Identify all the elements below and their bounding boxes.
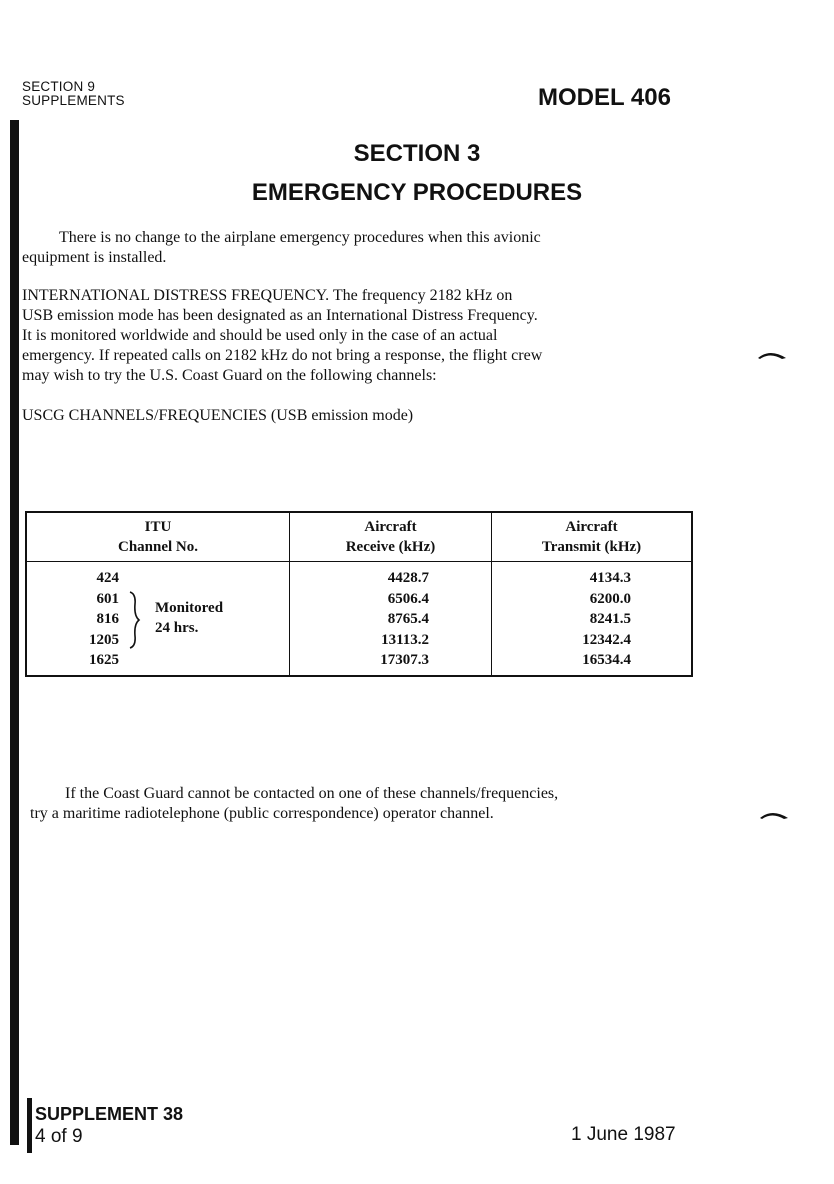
monitored-line: 24 hrs. <box>155 620 199 636</box>
uscg-heading: USCG CHANNELS/FREQUENCIES (USB emission mode) <box>22 407 414 424</box>
transmit-frequency: 4134.3 <box>589 570 631 586</box>
channel-cell <box>26 562 290 676</box>
page-title-section: SECTION 3 <box>353 140 481 167</box>
table-header-row <box>26 512 692 562</box>
section-name: SUPPLEMENTS <box>22 93 125 108</box>
closing-line: try a maritime radiotelephone (public correspondence) operator channel. <box>30 805 494 822</box>
column-header-itu <box>26 512 290 562</box>
transmit-cell <box>492 562 693 676</box>
receive-frequency: 6506.4 <box>387 590 429 607</box>
header-line: Transmit (kHz) <box>541 539 642 555</box>
distress-paragraph <box>22 286 712 386</box>
transmit-frequency: 16534.4 <box>582 652 631 668</box>
closing-paragraph <box>30 784 720 824</box>
section-label <box>22 80 125 108</box>
monitored-note <box>155 598 223 638</box>
section-number: SECTION 9 <box>22 79 96 94</box>
distress-line: It is monitored worldwide and should be used only in the case of an actual <box>22 327 498 344</box>
distress-line: INTERNATIONAL DISTRESS FREQUENCY. The frequency 2182 kHz on <box>22 287 513 304</box>
column-header-receive <box>290 512 492 562</box>
header-line: Aircraft <box>364 519 417 535</box>
transmit-frequency: 6200.0 <box>589 590 631 607</box>
channel-number: 1625 <box>89 652 119 668</box>
receive-frequency: 17307.3 <box>380 652 429 668</box>
revision-date: 1 June 1987 <box>571 1124 676 1145</box>
header-line: Receive (kHz) <box>345 539 436 555</box>
channel-number: 424 <box>96 570 119 586</box>
receive-frequency: 8765.4 <box>387 611 429 627</box>
intro-paragraph <box>22 228 702 268</box>
receive-cell <box>290 562 492 676</box>
channel-number: 601 <box>96 590 119 607</box>
transmit-frequency: 8241.5 <box>589 611 631 627</box>
distress-line: may wish to try the U.S. Coast Guard on the following channels: <box>22 367 437 384</box>
change-bar-left <box>10 120 19 1145</box>
supplement-label: SUPPLEMENT 38 <box>35 1104 184 1124</box>
intro-line: There is no change to the airplane emergency procedures when this avionic <box>59 229 541 246</box>
transmit-frequency: 12342.4 <box>582 631 631 648</box>
intro-line: equipment is installed. <box>22 249 167 266</box>
page-title-procedures: EMERGENCY PROCEDURES <box>251 179 583 206</box>
channel-number: 816 <box>96 611 119 627</box>
distress-line: USB emission mode has been designated as an International Distress Frequency. <box>22 307 538 324</box>
header-line: ITU <box>144 519 172 535</box>
header-line: Aircraft <box>565 519 618 535</box>
revision-arrow-icon <box>756 346 788 362</box>
change-bar-footer <box>27 1098 32 1153</box>
column-header-transmit <box>492 512 693 562</box>
table-row <box>26 562 692 676</box>
closing-line: If the Coast Guard cannot be contacted on one of these channels/frequencies, <box>65 785 559 802</box>
receive-frequency: 13113.2 <box>381 631 429 648</box>
revision-arrow-icon <box>758 806 790 822</box>
receive-frequency: 4428.7 <box>387 570 429 586</box>
model-title: MODEL 406 <box>538 84 671 111</box>
uscg-channel-table <box>25 511 693 677</box>
channel-number: 1205 <box>89 631 119 648</box>
header-line: Channel No. <box>117 539 199 555</box>
page-number: 4 of 9 <box>35 1126 83 1147</box>
brace-icon <box>127 590 141 650</box>
monitored-line: Monitored <box>155 600 224 616</box>
distress-line: emergency. If repeated calls on 2182 kHz do not bring a response, the flight crew <box>22 347 543 364</box>
